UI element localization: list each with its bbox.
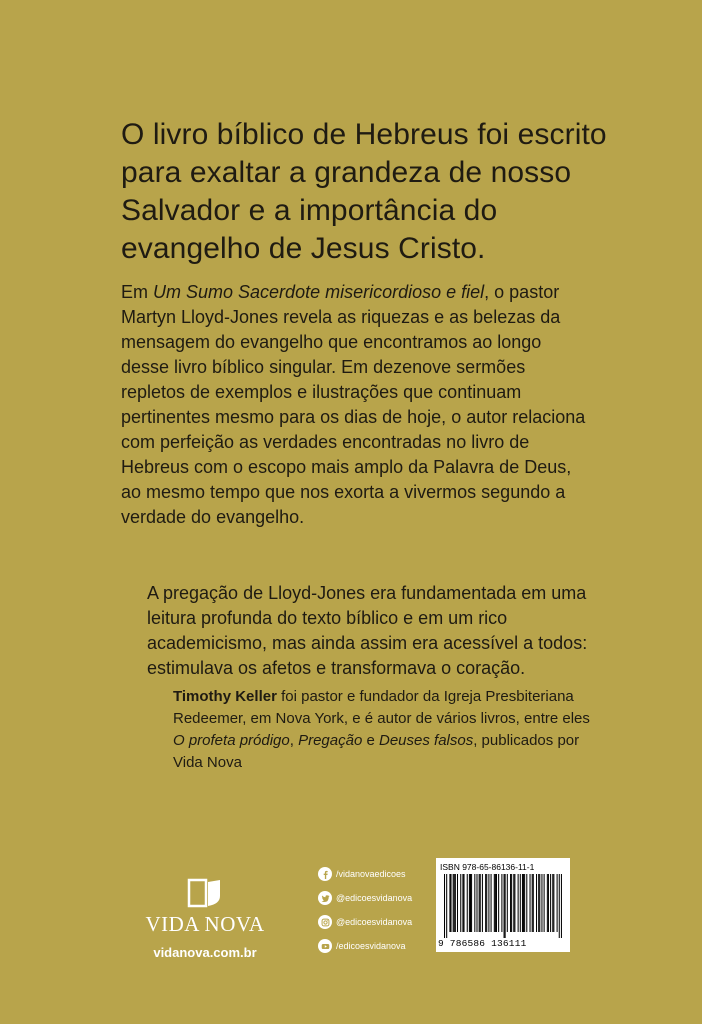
barcode-bar [471,874,472,932]
barcode-bar [552,874,553,932]
attribution-book-3: Deuses falsos [379,732,474,749]
barcode-bar [485,874,486,932]
barcode-bar [559,874,560,938]
social-links [318,862,428,958]
isbn-barcode [436,858,570,952]
barcode-bar [504,874,505,938]
barcode-bar [444,874,445,938]
barcode-bar [474,874,475,932]
barcode-bar [507,874,508,932]
barcode-bar [453,874,454,932]
barcode-bar [520,874,521,932]
social-item-youtube[interactable] [318,934,428,958]
barcode-bar [505,874,506,938]
barcode-bar [496,874,497,932]
instagram-icon [318,915,332,929]
attribution-sep-2: e [362,732,379,749]
isbn-label: ISBN 978-65-86136-11-1 [440,862,535,872]
book-description [121,280,591,530]
barcode-bar [541,874,542,932]
twitter-icon [318,891,332,905]
social-item-twitter[interactable] [318,886,428,910]
social-label-facebook: /vidanovaedicoes [336,869,406,879]
description-prefix: Em [121,282,154,302]
book-title: Um Sumo Sacerdote misericordioso e fiel [153,282,485,302]
barcode-bar [539,874,540,932]
endorser-name: Timothy Keller [173,688,277,705]
barcode-bar [518,874,519,932]
barcode-bar [462,874,463,932]
social-label-twitter: @edicoesvidanova [336,893,413,903]
barcode-bar [470,874,471,932]
publisher-url: vidanova.com.br [153,945,257,960]
barcode-bar [479,874,480,932]
barcode-bars [444,874,562,938]
barcode-bar [451,874,452,932]
publisher-logo [130,878,280,960]
barcode-bar [469,874,470,932]
barcode-bar [486,874,487,932]
barcode-bar [548,874,549,932]
barcode-bar [536,874,537,932]
barcode-bar [511,874,512,932]
barcode-bar [533,874,534,932]
barcode-bar [532,874,533,932]
attribution-sep-1: , [289,732,299,749]
barcode-bar [480,874,481,932]
barcode-bar [561,874,562,938]
barcode-bar [514,874,515,932]
barcode-bar [498,874,499,932]
barcode-bar [463,874,464,932]
attribution-text-2: , publicados por Vida Nova [173,732,580,771]
barcode-bar [557,874,558,932]
attribution-book-1: O profeta pródigo [173,732,290,749]
barcode-bar [454,874,455,932]
barcode-bar [455,874,456,932]
barcode-number: 9 786586 136111 [438,938,527,949]
attribution-book-2: Pregação [298,732,363,749]
barcode-bar [446,874,447,938]
endorsement-attribution [173,686,593,774]
social-item-facebook[interactable] [318,862,428,886]
social-item-instagram[interactable] [318,910,428,934]
description-rest: , o pastor Martyn Lloyd-Jones revela as riquezas e as belezas da mensagem do evangelho que encontramos ao longo desse livro bíblico singular. Em dezenove sermões repletos de exemplos e ilustrações que continuam pertinentes mesmo para os dias de hoje, o autor relaciona com perfeição as verdades encontradas no livro de Hebreus com o escopo mais amplo da Palavra de Deus, ao mesmo tempo que nos exorta a vivermos segundo a verdade do evangelho. [121,282,586,527]
barcode-bar [482,874,483,932]
headline: O livro bíblico de Hebreus foi escrito para exaltar a grandeza de nosso Salvador e a importância do evangelho de Jesus Cristo. [121,118,607,265]
youtube-icon [318,939,332,953]
social-label-instagram: @edicoesvidanova [336,917,413,927]
barcode-bar [523,874,524,932]
attribution-text-1: foi pastor e fundador da Igreja Presbiteriana Redeemer, em Nova York, e é autor de vários livros, entre eles [173,688,590,727]
endorsement-quote: A pregação de Lloyd-Jones era fundamentada em uma leitura profunda do texto bíblico e em um rico academicismo, mas ainda assim era acessível a todos: estimulava os afetos e transformava o coração. [147,583,588,678]
barcode-bar [544,874,545,932]
open-book-logo-icon [175,878,235,910]
facebook-icon [318,867,332,881]
barcode-bar [547,874,548,932]
barcode-bar [501,874,502,932]
barcode-bar [538,874,539,932]
publisher-name: VIDA NOVA [145,912,265,936]
social-label-youtube: /edicoesvidanova [336,941,406,951]
barcode-bar [526,874,527,932]
barcode-bar [457,874,458,932]
barcode-bar [467,874,468,932]
barcode-bar [513,874,514,932]
barcode-bar [488,874,489,932]
barcode-bar [449,874,450,932]
barcode-bar [491,874,492,932]
barcode-bar [550,874,551,932]
barcode-bar [495,874,496,932]
barcode-bar [530,874,531,932]
barcode-bar [460,874,461,932]
barcode-bar [494,874,495,932]
barcode-bar [553,874,554,932]
barcode-bar [524,874,525,932]
barcode-bar [476,874,477,932]
barcode-bar [522,874,523,932]
barcode-bar [510,874,511,932]
